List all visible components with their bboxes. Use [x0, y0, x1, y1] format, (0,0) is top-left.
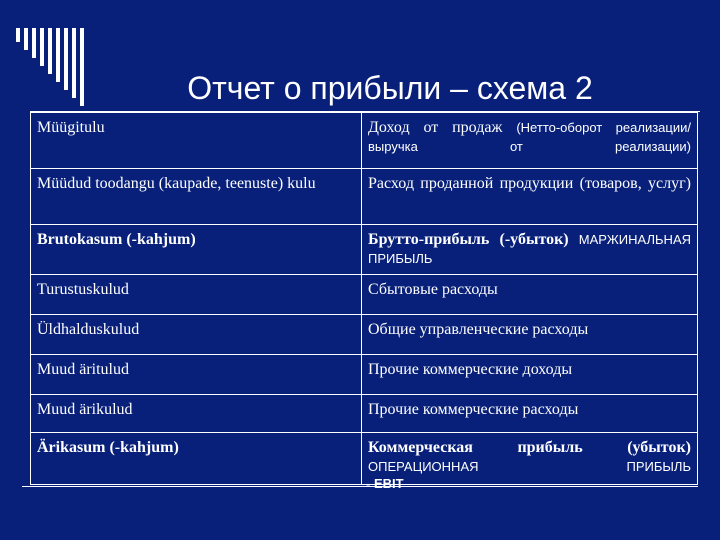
estonian-term: Üldhalduskulud — [31, 315, 362, 355]
table-row — [31, 315, 698, 355]
slide-title: Отчет о прибыли – схема 2 — [187, 70, 593, 106]
income-statement-table — [30, 112, 698, 485]
ebit-label: - EBIT — [366, 476, 404, 491]
table-row — [31, 113, 698, 169]
russian-term: Расход проданной продукции (товаров, услуг) — [362, 169, 698, 225]
russian-term — [362, 225, 698, 275]
estonian-term: Brutokasum (-kahjum) — [31, 225, 362, 275]
russian-term: Прочие коммерческие расходы — [362, 395, 698, 433]
russian-term — [362, 113, 698, 169]
bottom-divider — [22, 486, 698, 487]
table-row — [31, 169, 698, 225]
russian-term: Сбытовые расходы — [362, 275, 698, 315]
russian-term: Общие управленческие расходы — [362, 315, 698, 355]
russian-term-main: Доход от продаж — [368, 119, 503, 136]
estonian-term: Müüdud toodangu (kaupade, teenuste) kulu — [31, 169, 362, 225]
estonian-term: Ärikasum (-kahjum) — [31, 433, 362, 485]
table-row — [31, 225, 698, 275]
russian-term: Прочие коммерческие доходы — [362, 355, 698, 395]
estonian-term: Muud äritulud — [31, 355, 362, 395]
russian-term-main: Коммерческая прибыль (убыток) — [368, 439, 691, 456]
estonian-term: Muud ärikulud — [31, 395, 362, 433]
estonian-term: Turustuskulud — [31, 275, 362, 315]
russian-term-note: МАРЖИНАЛЬНАЯ ПРИБЫЛЬ — [368, 232, 692, 266]
table-row — [31, 275, 698, 315]
table-row — [31, 433, 698, 485]
russian-term — [362, 433, 698, 485]
russian-term-main: Брутто-прибыль (-убыток) — [368, 231, 569, 248]
russian-term-note: (Нетто-оборот реализации/выручка от реализации) — [368, 120, 691, 154]
estonian-term: Müügitulu — [31, 113, 362, 169]
russian-term-note: ОПЕРАЦИОННАЯ ПРИБЫЛЬ — [368, 459, 691, 474]
table-row — [31, 395, 698, 433]
table-row — [31, 355, 698, 395]
